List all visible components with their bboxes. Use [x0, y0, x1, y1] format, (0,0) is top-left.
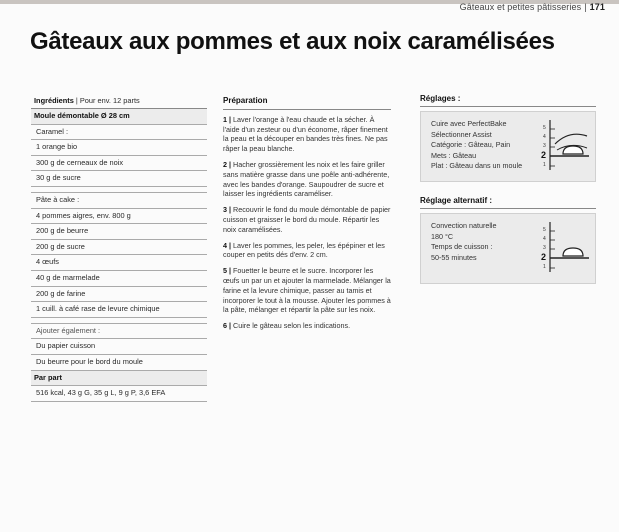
setting-line: Plat : Gâteau dans un moule [431, 161, 523, 171]
section-title: Gâteaux et petites pâtisseries [459, 2, 582, 12]
ingredient-row: Du papier cuisson [31, 339, 207, 355]
rack-level-label: 5 [543, 125, 546, 131]
per-part-label: Par part [31, 371, 207, 387]
ingredient-row: 30 g de sucre [31, 171, 207, 187]
setting-line: Convection naturelle [431, 221, 497, 230]
rack-level-label: 5 [543, 227, 546, 233]
setting-line: Temps de cuisson : [431, 242, 493, 252]
ingredient-row: 40 g de marmelade [31, 271, 207, 287]
ingredient-row: 300 g de cerneaux de noix [31, 156, 207, 172]
step: 5 | Fouetter le beurre et le sucre. Incorporer les œufs un par un et ajouter la marmelade. Mélanger la farine et la levure chimique, passer au tamis et incorporer le tout à la mousse. Ajouter les pommes à la pâte, mélanger et répartir la pâte sur les noix. [223, 266, 391, 315]
ingredient-row: 1 orange bio [31, 140, 207, 156]
settings-title: Réglages : [420, 94, 596, 107]
also-label: Ajouter également : [31, 323, 207, 340]
serving-size: Pour env. 12 parts [79, 96, 140, 105]
rack-level-label: 4 [543, 134, 546, 140]
alt-settings-box [420, 213, 596, 284]
setting-line: Mets : Gâteau [431, 150, 477, 160]
rack-level-label: 1 [543, 162, 546, 168]
rack-level-label: 1 [543, 264, 546, 270]
ingredient-row: 200 g de sucre [31, 240, 207, 256]
rack-level-selected: 2 [541, 150, 547, 160]
nutrition-values: 516 kcal, 43 g G, 35 g L, 9 g P, 3,6 EFA [31, 386, 207, 402]
ingredient-row: 1 cuill. à café rase de levure chimique [31, 302, 207, 318]
mould-size: Moule démontable Ø 28 cm [31, 109, 207, 125]
step: 2 | Hacher grossièrement les noix et les faire griller sans matière grasse dans une poêle anti-adhérente, avec les bandes d'orange. Saupoudrer de sucre et laisser les ingrédients caraméliser. [223, 159, 390, 199]
pate-label: Pâte à cake : [31, 192, 207, 209]
settings-box [420, 111, 596, 182]
page-number: 171 [589, 2, 605, 12]
rack-level-selected: 2 [541, 252, 547, 262]
step: 6 | Cuire le gâteau selon les indications. [223, 321, 351, 331]
alt-settings-title: Réglage alternatif : [420, 196, 596, 209]
setting-line: Catégorie : Gâteau, Pain [431, 140, 511, 150]
ingredients-panel [31, 96, 207, 402]
ingredient-row: 4 pommes aigres, env. 800 g [31, 209, 207, 225]
caramel-label: Caramel : [31, 125, 207, 141]
recipe-title: Gâteaux aux pommes et aux noix caramélisées [30, 28, 555, 55]
ingredient-row: 4 œufs [31, 255, 207, 271]
setting-line: 180 °C [431, 231, 454, 241]
preparation-title: Préparation [223, 96, 391, 110]
step: 3 | Recouvrir le fond du moule démontable de papier cuisson et graisser le bord du moule. Répartir les noix caramélisées. [223, 205, 391, 234]
ingredient-row: 200 g de farine [31, 287, 207, 303]
setting-line: 50-55 minutes [431, 252, 477, 262]
step: 4 | Laver les pommes, les peler, les épépiner et les couper en petits dés d'env. 2 cm. [223, 240, 385, 260]
ingredient-row: 200 g de beurre [31, 224, 207, 240]
rack-level-label: 3 [543, 245, 546, 251]
rack-level-label: 4 [543, 236, 546, 242]
preparation-panel [223, 96, 391, 337]
settings-panel [420, 94, 596, 284]
setting-line: Cuire avec PerfectBake [431, 119, 507, 128]
rack-level-label: 3 [543, 143, 546, 149]
running-header: Gâteaux et petites pâtisseries | 171 [459, 2, 605, 12]
ingredients-heading: Ingrédients | Pour env. 12 parts [31, 96, 207, 109]
step: 1 | Laver l'orange à l'eau chaude et la sécher. À l'aide d'un zesteur ou d'un économe, râper finement la peau et la découper en bandes très fines. Ne pas râper la peau blanche. [223, 114, 388, 154]
ingredient-row: Du beurre pour le bord du moule [31, 355, 207, 371]
setting-line: Sélectionner Assist [431, 129, 492, 139]
